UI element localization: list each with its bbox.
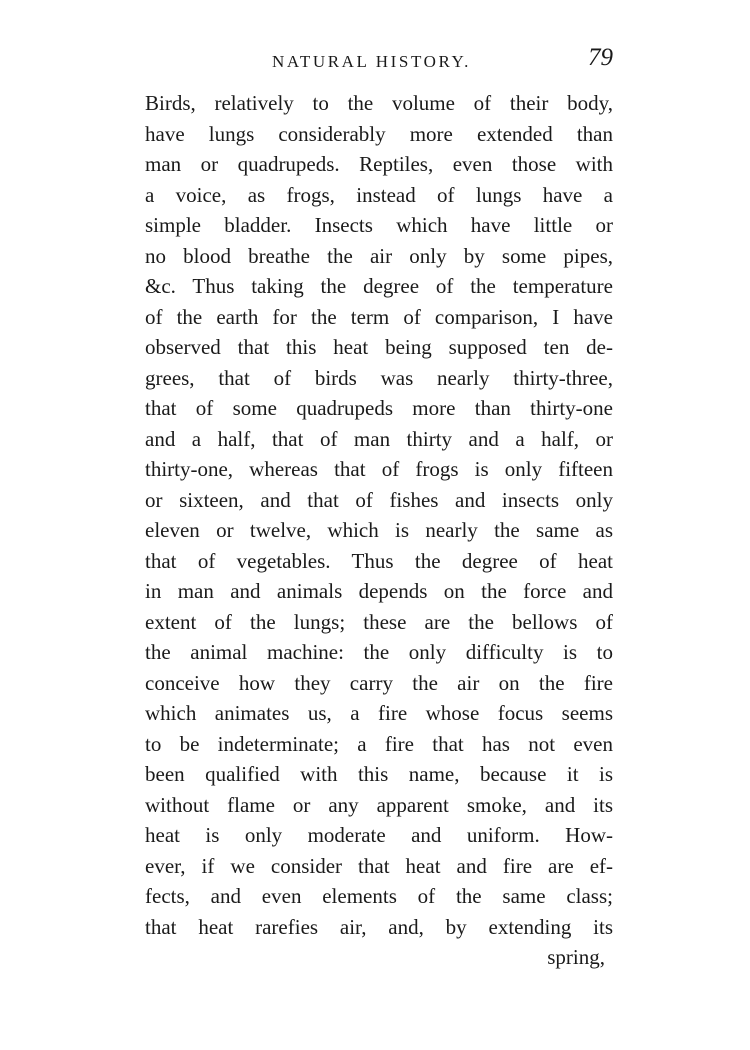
text-line: been qualified with this name, because it is <box>145 762 613 786</box>
text-line: fects, and even elements of the same class; <box>145 884 613 908</box>
text-line: heat is only moderate and uniform. How- <box>145 823 613 847</box>
text-line: have lungs considerably more extended than <box>145 121 613 146</box>
text-line: conceive how they carry the air on the fire <box>145 670 613 695</box>
text-line: observed that this heat being supposed ten de- <box>145 335 613 359</box>
text-line: eleven or twelve, which is nearly the same as <box>145 518 613 542</box>
text-line: that heat rarefies air, and, by extending its <box>145 914 613 939</box>
text-line: man or quadrupeds. Reptiles, even those with <box>145 152 613 176</box>
text-line: ever, if we consider that heat and fire are ef- <box>145 853 613 878</box>
text-line: a voice, as frogs, instead of lungs have a <box>145 182 613 207</box>
text-line: &c. Thus taking the degree of the temperature <box>145 274 613 298</box>
text-line: and a half, that of man thirty and a half, or <box>145 426 613 451</box>
text-line: extent of the lungs; these are the bellows of <box>145 609 613 634</box>
text-line: no blood breathe the air only by some pipes, <box>145 243 613 268</box>
text-line: of the earth for the term of comparison, I have <box>145 304 613 329</box>
catchword: spring, <box>547 945 605 969</box>
text-line: that of some quadrupeds more than thirty-one <box>145 396 613 420</box>
text-line: without flame or any apparent smoke, and its <box>145 792 613 817</box>
text-line: simple bladder. Insects which have little or <box>145 213 613 237</box>
text-line: or sixteen, and that of fishes and insects only <box>145 487 613 512</box>
running-title: NATURAL HISTORY. <box>272 52 472 71</box>
text-line: grees, that of birds was nearly thirty-three, <box>145 365 613 390</box>
text-line: to be indeterminate; a fire that has not even <box>145 731 613 756</box>
body-text <box>145 88 613 973</box>
text-line: that of vegetables. Thus the degree of heat <box>145 548 613 573</box>
text-line: thirty-one, whereas that of frogs is only fifteen <box>145 457 613 481</box>
text-line: which animates us, a fire whose focus seems <box>145 701 613 725</box>
text-line: in man and animals depends on the force and <box>145 579 613 603</box>
running-head <box>145 44 615 80</box>
text-line: Birds, relatively to the volume of their body, <box>145 91 613 115</box>
text-line: the animal machine: the only difficulty is to <box>145 640 613 664</box>
page-number: 79 <box>588 44 613 71</box>
